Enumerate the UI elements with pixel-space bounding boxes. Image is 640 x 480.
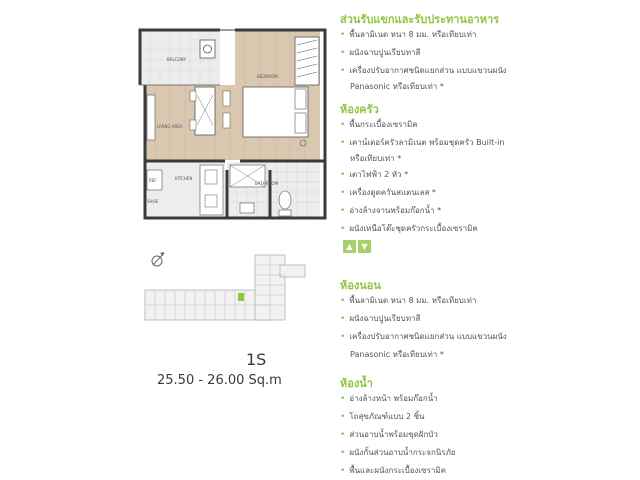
room-label-shoe: SHOE (147, 199, 159, 204)
section-title-kitchen: ห้องครัว (340, 103, 379, 116)
floor-plan (135, 25, 330, 220)
list-item: • พื้นลามิเนต หนา 8 มม. หรือเทียบเท่า (340, 30, 477, 40)
room-label-kitchen: KITCHEN (175, 176, 193, 181)
section-title-bedroom: ห้องนอน (340, 279, 381, 292)
section-title-living-dining: ส่วนรับแขกและรับประทานอาหาร (340, 13, 500, 26)
list-item: • พื้นกระเบื้องเซรามิค (340, 120, 418, 130)
arrow-up-icon: ▲ (346, 242, 353, 251)
list-item: • ผนังฉาบปูนเรียบทาสี (340, 48, 421, 58)
list-item: • อ่างล้างหน้า พร้อมก๊อกน้ำ (340, 394, 438, 404)
list-item: • ผนังฉาบปูนเรียบทาสี (340, 314, 421, 324)
arrow-down-icon: ▼ (361, 242, 368, 251)
key-plan (140, 245, 310, 325)
room-label-balcony: BALCONY (167, 57, 187, 62)
list-item: • เครื่องปรับอากาศชนิดแยกส่วน แบบแขวนผนัง (340, 66, 507, 76)
section-title-bathroom: ห้องน้ำ (340, 377, 373, 390)
list-item: • เคาน์เตอร์ครัวลามิเนต พร้อมชุดครัว Built-in (340, 138, 505, 148)
list-item-continued: หรือเทียบเท่า * (350, 154, 402, 163)
next-button[interactable] (358, 240, 371, 253)
list-item: • พื้นและผนังกระเบื้องเซรามิค (340, 466, 447, 476)
room-label-ref: REF (149, 178, 157, 183)
list-item: • เครื่องปรับอากาศชนิดแยกส่วน แบบแขวนผนัง (340, 332, 507, 342)
list-item: • เครื่องดูดควันสแตนเลส * (340, 188, 436, 198)
room-label-bathroom: BATHROOM (255, 181, 279, 186)
list-item: • ส่วนอาบน้ำพร้อมชุดฝักบัว (340, 430, 438, 440)
list-item: • เตาไฟฟ้า 2 หัว * (340, 170, 409, 180)
prev-button[interactable] (343, 240, 356, 253)
room-label-living: LIVING AREA (157, 124, 183, 129)
list-item-continued: Panasonic หรือเทียบเท่า * (350, 82, 444, 91)
unit-area: 25.50 - 26.00 Sq.m (157, 373, 282, 388)
list-item: • ผนังเหนือโต๊ะชุดครัวกระเบื้องเซรามิค (340, 224, 478, 234)
list-item: • ผนังกั้นส่วนอาบน้ำกระจกนิรภัย (340, 448, 456, 458)
list-item-continued: Panasonic หรือเทียบเท่า * (350, 350, 444, 359)
unit-code: 1S (246, 350, 267, 369)
list-item: • โถสุขภัณฑ์แบบ 2 ชิ้น (340, 412, 425, 422)
list-item: • พื้นลามิเนต หนา 8 มม. หรือเทียบเท่า (340, 296, 477, 306)
room-label-bedroom: BEDROOM (257, 74, 278, 79)
list-item: • อ่างล้างจานพร้อมก๊อกน้ำ * (340, 206, 442, 216)
